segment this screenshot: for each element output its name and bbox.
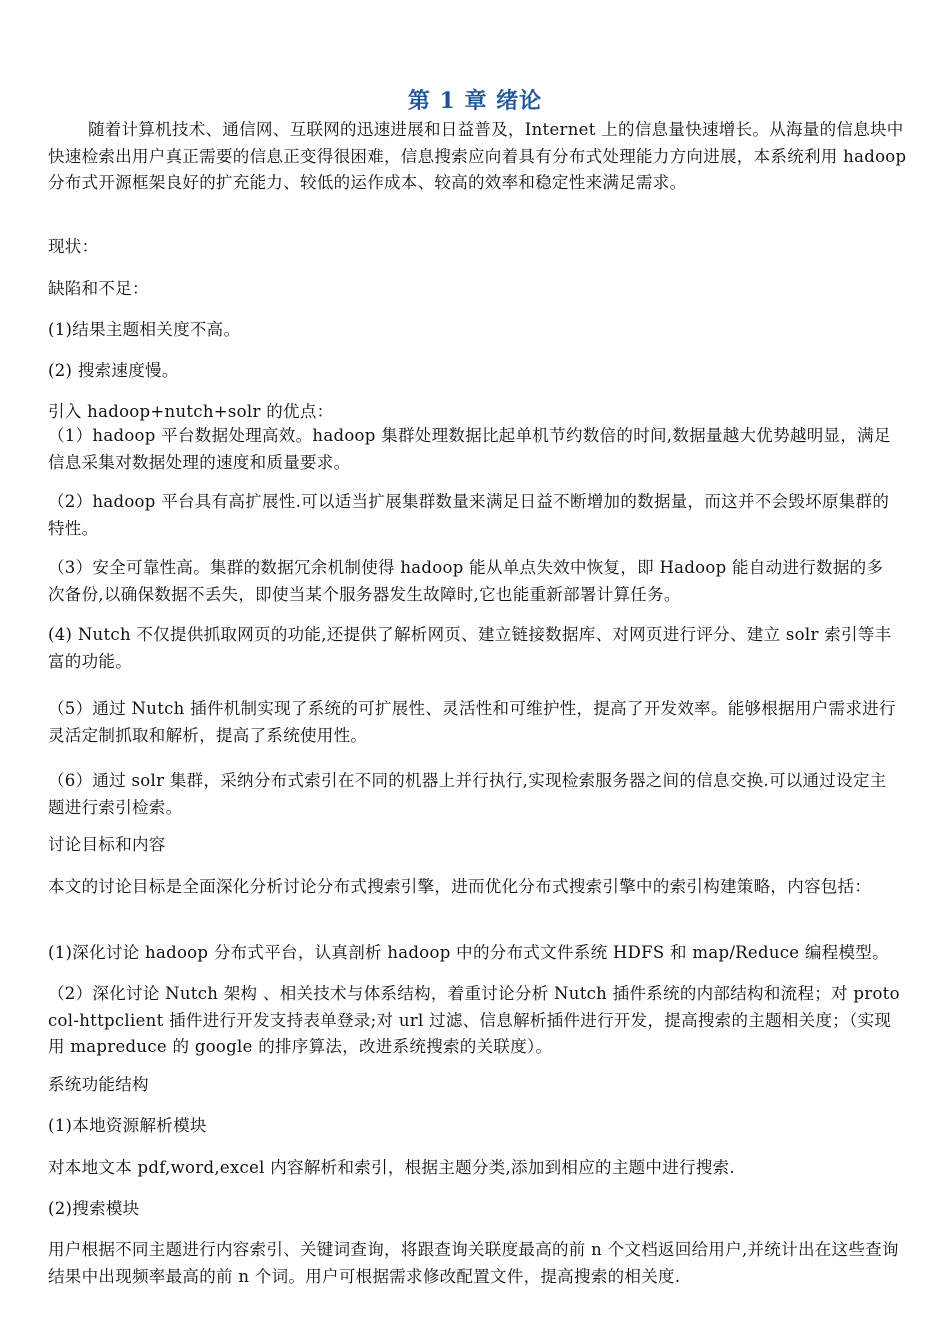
defect-item-2: (2) 搜索速度慢。 — [48, 361, 179, 380]
module-2-description: 用户根据不同主题进行内容索引、关键词查询，将跟查询关联度最高的前 n 个文档返回给用户,并统计出在这些查询结果中出现频率最高的前 n 个词。用户可根据需求修改配置文件，提高搜索的相关度. — [48, 1240, 899, 1286]
advantage-item-1: （1）hadoop 平台数据处理高效。hadoop 集群处理数据比起单机节约数倍的时间,数据量越大优势越明显，满足信息采集对数据处理的速度和质量要求。 — [48, 426, 891, 472]
advantages-heading: 引入 hadoop+nutch+solr 的优点： — [48, 402, 334, 421]
research-item-1: (1)深化讨论 hadoop 分布式平台，认真剖析 hadoop 中的分布式文件系统 HDFS 和 map/Reduce 编程模型。 — [48, 943, 889, 962]
system-structure-heading: 系统功能结构 — [48, 1075, 149, 1094]
chapter-title: 第 1 章 绪论 — [407, 88, 543, 114]
module-1-description: 对本地文本 pdf,word,excel 内容解析和索引，根据主题分类,添加到相应的主题中进行搜索. — [48, 1158, 735, 1177]
status-heading: 现状： — [48, 237, 99, 256]
advantage-item-6: （6）通过 solr 集群，采纳分布式索引在不同的机器上并行执行,实现检索服务器之间的信息交换.可以通过设定主题进行索引检索。 — [48, 771, 887, 817]
advantage-item-3: （3）安全可靠性高。集群的数据冗余机制使得 hadoop 能从单点失效中恢复，即 Hadoop 能自动进行数据的多次备份,以确保数据不丢失，即使当某个服务器发生故障时,它也能重新部署计算任务。 — [48, 558, 884, 604]
research-goal-paragraph: 本文的讨论目标是全面深化分析讨论分布式搜索引擎，进而优化分布式搜索引擎中的索引构建策略，内容包括： — [48, 877, 872, 896]
research-item-2: （2）深化讨论 Nutch 架构 、相关技术与体系结构，着重讨论分析 Nutch 插件系统的内部结构和流程；对 protocol-httpclient 插件进行开发支持表单登录;对 url 过滤、信息解析插件进行开发，提高搜索的主题相关度；（实现用 mapreduce 的 google 的排序算法，改进系统搜索的关联度）。 — [48, 984, 900, 1056]
intro-paragraph: 随着计算机技术、通信网、互联网的迅速进展和日益普及，Internet 上的信息量快速增长。从海量的信息块中快速检索出用户真正需要的信息正变得很困难，信息搜索应向着具有分布式处理能力方向进展，本系统利用 hadoop 分布式开源框架良好的扩充能力、较低的运作成本、较高的效率和稳定性来满足需求。 — [48, 120, 907, 192]
advantage-item-4: (4) Nutch 不仅提供抓取网页的功能,还提供了解析网页、建立链接数据库、对网页进行评分、建立 solr 索引等丰富的功能。 — [48, 625, 892, 671]
research-heading: 讨论目标和内容 — [48, 835, 166, 854]
defects-heading: 缺陷和不足： — [48, 279, 149, 298]
defect-item-1: (1)结果主题相关度不高。 — [48, 320, 241, 339]
advantage-item-5: （5）通过 Nutch 插件机制实现了系统的可扩展性、灵活性和可维护性，提高了开发效率。能够根据用户需求进行灵活定制抓取和解析，提高了系统使用性。 — [48, 699, 896, 745]
module-2-heading: (2)搜索模块 — [48, 1199, 140, 1218]
module-1-heading: (1)本地资源解析模块 — [48, 1116, 207, 1135]
advantage-item-2: （2）hadoop 平台具有高扩展性.可以适当扩展集群数量来满足日益不断增加的数据量，而这并不会毁坏原集群的特性。 — [48, 492, 890, 538]
